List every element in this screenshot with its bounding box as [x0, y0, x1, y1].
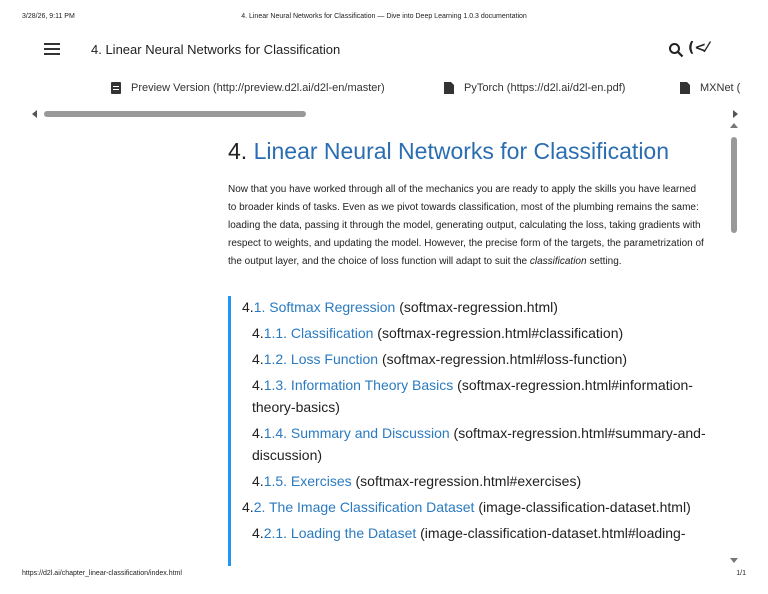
page-title-number: 4. [228, 138, 254, 164]
print-title: 4. Linear Neural Networks for Classification — Dive into Deep Learning 1.0.3 documentation [241, 13, 527, 20]
toc-link[interactable]: 2.1. Loading the Dataset [263, 525, 417, 541]
vertical-scrollbar[interactable] [729, 123, 739, 563]
toc-link[interactable]: 2. The Image Classification Dataset [253, 499, 475, 515]
print-footer [0, 568, 768, 584]
toc-href: (image-classification-dataset.html) [474, 499, 691, 515]
scroll-left-arrow-icon[interactable] [32, 110, 37, 118]
toc-href: (softmax-regression.html#classification) [373, 325, 624, 341]
link-mxnet-pdf[interactable] [680, 82, 740, 94]
github-icon[interactable]: (<⁄ [688, 40, 709, 56]
toc-href: (softmax-regression.html#exercises) [351, 473, 582, 489]
toc-number: 4. [252, 325, 264, 341]
horizontal-scrollbar[interactable] [30, 109, 740, 119]
page-title-link[interactable]: Linear Neural Networks for Classification [253, 138, 670, 164]
toc-link[interactable]: 1.2. Loss Function [263, 351, 379, 367]
toc-href: (softmax-regression.html#loss-function) [378, 351, 628, 367]
toc-item [231, 470, 718, 492]
search-icon[interactable] [668, 42, 684, 58]
vertical-scroll-thumb[interactable] [731, 137, 737, 233]
toc-number: 4. [252, 473, 264, 489]
toc-href: (softmax-regression.html) [395, 299, 558, 315]
link-pytorch-pdf-label: PyTorch (https://d2l.ai/d2l-en.pdf) [464, 82, 626, 94]
page-title [228, 136, 704, 166]
menu-icon[interactable] [44, 43, 60, 57]
intro-text: Now that you have worked through all of the mechanics you are ready to apply the skills you have learned to broader kinds of tasks. Even as we pivot towards classification, most of the plumbing remains the same: loading the data, passing it through the model, generating output, calculating the loss, taking gradients with respect to weights, and updating the model. However, the precise form of the targets, the parametrization of the output layer, and the choice of loss function will adapt to suit the [228, 184, 704, 267]
toc-link[interactable]: 1.5. Exercises [263, 473, 352, 489]
toc-link[interactable]: 1.1. Classification [263, 325, 374, 341]
toc-item [231, 348, 718, 370]
toc-href: (softmax-regression.html#information-theory-basics) [252, 377, 693, 415]
download-links-bar [0, 80, 768, 100]
scroll-up-arrow-icon[interactable] [730, 123, 738, 128]
intro-text-end: setting. [586, 256, 622, 267]
pdf-icon [680, 82, 690, 94]
document-icon [111, 82, 121, 94]
horizontal-scroll-thumb[interactable] [44, 111, 306, 117]
toc-href: (image-classification-dataset.html#loading- [416, 525, 686, 541]
footer-url: https://d2l.ai/chapter_linear-classification/index.html [22, 570, 182, 577]
toc-item [231, 496, 718, 518]
table-of-contents [228, 296, 718, 566]
link-preview-version-label: Preview Version (http://preview.d2l.ai/d2l-en/master) [131, 82, 385, 94]
toc-number: 4. [242, 499, 254, 515]
toc-item [231, 296, 718, 318]
main-content [228, 136, 704, 271]
toc-item [231, 374, 718, 418]
topbar-title: 4. Linear Neural Networks for Classification [91, 42, 341, 57]
toc-number: 4. [252, 525, 264, 541]
toc-link[interactable]: 1.4. Summary and Discussion [263, 425, 450, 441]
toc-number: 4. [252, 377, 264, 393]
toc-item [231, 522, 718, 544]
toc-number: 4. [242, 299, 254, 315]
top-app-bar [0, 32, 768, 68]
toc-href: (softmax-regression.html#summary-and-discussion) [252, 425, 706, 463]
scroll-right-arrow-icon[interactable] [733, 110, 738, 118]
scroll-down-arrow-icon[interactable] [730, 558, 738, 563]
toc-number: 4. [252, 351, 264, 367]
print-header [0, 0, 768, 32]
intro-emphasis: classification [529, 256, 587, 267]
footer-page-number: 1/1 [736, 570, 746, 577]
link-pytorch-pdf[interactable] [444, 82, 625, 94]
intro-paragraph [228, 181, 704, 271]
toc-link[interactable]: 1. Softmax Regression [253, 299, 396, 315]
link-preview-version[interactable] [111, 82, 385, 94]
pdf-icon [444, 82, 454, 94]
toc-item [231, 322, 718, 344]
print-date: 3/28/26, 9:11 PM [22, 13, 75, 20]
toc-number: 4. [252, 425, 264, 441]
link-mxnet-pdf-label: MXNet ( [700, 82, 741, 94]
toc-item [231, 422, 718, 466]
toc-link[interactable]: 1.3. Information Theory Basics [263, 377, 454, 393]
